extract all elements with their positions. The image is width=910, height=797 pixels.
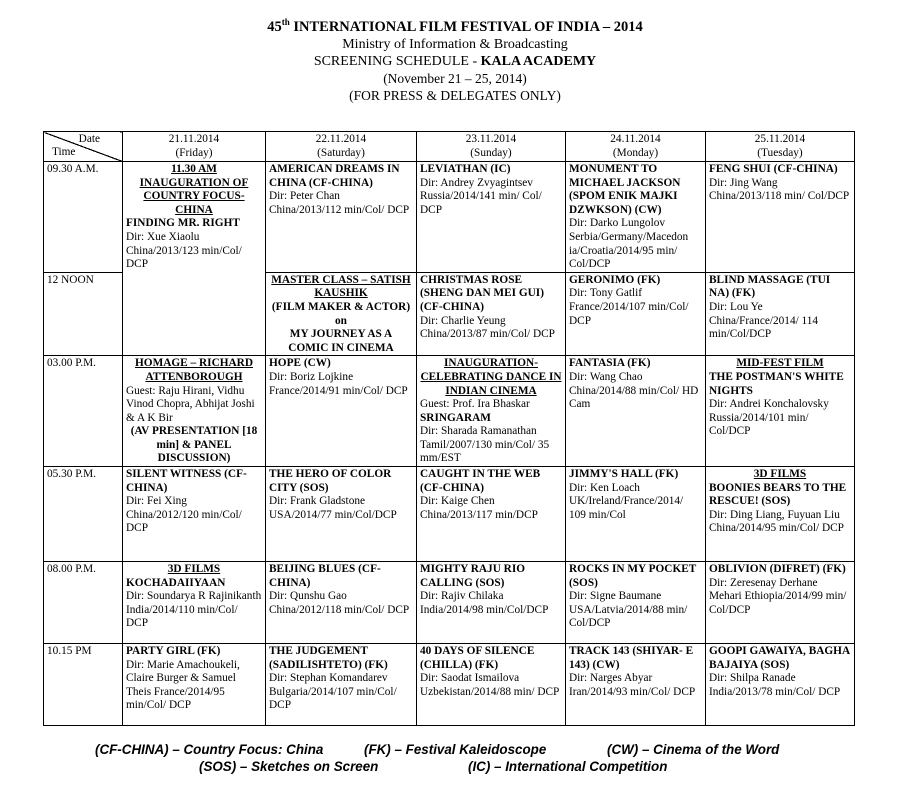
schedule-row [44,162,855,273]
screening-cell: HOPE (CW) Dir: Boriz Lojkine France/2014/91 min/Col/ DCP [266,356,417,467]
festival-dates: (November 21 – 25, 2014) [383,70,527,86]
screening-cell: LEVIATHAN (IC) Dir: Andrey Zvyagintsev Russia/2014/141 min/ Col/ DCP [417,162,566,273]
screening-cell: GOOPI GAWAIYA, BAGHA BAJAIYA (SOS) Dir: Shilpa Ranade India/2013/78 min/Col/ DCP [706,644,855,726]
screening-cell: MIGHTY RAJU RIO CALLING (SOS) Dir: Rajiv Chilaka India/2014/98 min/Col/DCP [417,562,566,644]
screening-cell: AMERICAN DREAMS IN CHINA (CF-CHINA) Dir: Peter Chan China/2013/112 min/Col/ DCP [266,162,417,273]
date-time-corner: Date Time [44,132,123,162]
screening-schedule-table [43,131,855,726]
header-row [44,132,855,162]
legend-ic: (IC) – International Competition [468,759,668,774]
screening-cell: HOMAGE – RICHARD ATTENBOROUGH Guest: Raju Hirani, Vidhu Vinod Chopra, Abhijat Joshi & A K Bir (AV PRESENTATION [18 min] & PANEL DISCUSSION) [123,356,266,467]
day-header: 22.11.2014 (Saturday) [266,132,417,162]
festival-title: 45th INTERNATIONAL FILM FESTIVAL OF INDIA – 2014 [267,17,643,35]
screening-cell: MID-FEST FILM THE POSTMAN'S WHITE NIGHTS Dir: Andrei Konchalovsky Russia/2014/101 min/ Col/DCP [706,356,855,467]
screening-cell: SILENT WITNESS (CF-CHINA) Dir: Fei Xing China/2012/120 min/Col/ DCP [123,467,266,562]
screening-cell: 3D FILMS KOCHADAIIYAAN Dir: Soundarya R Rajinikanth India/2014/110 min/Col/ DCP [123,562,266,644]
screening-cell: ROCKS IN MY POCKET (SOS) Dir: Signe Baumane USA/Latvia/2014/88 min/ Col/DCP [566,562,706,644]
press-note: (FOR PRESS & DELEGATES ONLY) [349,87,561,103]
legend-fk: (FK) – Festival Kaleidoscope [364,742,547,757]
screening-cell: MASTER CLASS – SATISH KAUSHIK (FILM MAKER & ACTOR) on MY JOURNEY AS A COMIC IN CINEMA [266,272,417,356]
legend-cw: (CW) – Cinema of the Word [607,742,780,757]
screening-cell: 11.30 AM INAUGURATION OF COUNTRY FOCUS- CHINA FINDING MR. RIGHT Dir: Xue Xiaolu China/2013/123 min/Col/ DCP [123,162,266,356]
screening-cell: BEIJING BLUES (CF-CHINA) Dir: Qunshu Gao China/2012/118 min/Col/ DCP [266,562,417,644]
screening-cell: CHRISTMAS ROSE (SHENG DAN MEI GUI) (CF-CHINA) Dir: Charlie Yeung China/2013/87 min/Col/ DCP [417,272,566,356]
legend-sos: (SOS) – Sketches on Screen [199,759,379,774]
screening-cell: 40 DAYS OF SILENCE (CHILLA) (FK) Dir: Saodat Ismailova Uzbekistan/2014/88 min/ DCP [417,644,566,726]
document-header [0,14,910,104]
screening-cell: FANTASIA (FK) Dir: Wang Chao China/2014/88 min/Col/ HD Cam [566,356,706,467]
screening-cell: CAUGHT IN THE WEB (CF-CHINA) Dir: Kaige Chen China/2013/117 min/DCP [417,467,566,562]
screening-cell: THE HERO OF COLOR CITY (SOS) Dir: Frank Gladstone USA/2014/77 min/Col/DCP [266,467,417,562]
schedule-row [44,356,855,467]
legend-cf-china: (CF-CHINA) – Country Focus: China [95,742,324,757]
screening-cell: THE JUDGEMENT (SADILISHTETO) (FK) Dir: Stephan Komandarev Bulgaria/2014/107 min/Col/ DCP [266,644,417,726]
schedule-row [44,562,855,644]
schedule-row [44,644,855,726]
schedule-title: SCREENING SCHEDULE - KALA ACADEMY [313,53,597,69]
ministry-line: Ministry of Information & Broadcasting [342,36,568,52]
screening-cell: 3D FILMS BOONIES BEARS TO THE RESCUE! (SOS) Dir: Ding Liang, Fuyuan Liu China/2014/95 min/Col/ DCP [706,467,855,562]
screening-cell: FENG SHUI (CF-CHINA) Dir: Jing Wang China/2013/118 min/ Col/DCP [706,162,855,273]
time-slot: 10.15 PM [44,644,123,726]
screening-cell: INAUGURATION- CELEBRATING DANCE IN INDIAN CINEMA Guest: Prof. Ira Bhaskar SRINGARAM Dir: Sharada Ramanathan Tamil/2007/130 min/Col/ 35 mm/EST [417,356,566,467]
time-slot: 09.30 A.M. [44,162,123,273]
schedule-row [44,467,855,562]
screening-cell: BLIND MASSAGE (TUI NA) (FK) Dir: Lou Ye China/France/2014/ 114 min/Col/DCP [706,272,855,356]
day-header: 25.11.2014 (Tuesday) [706,132,855,162]
screening-cell: TRACK 143 (SHIYAR- E 143) (CW) Dir: Narges Abyar Iran/2014/93 min/Col/ DCP [566,644,706,726]
day-header: 23.11.2014 (Sunday) [417,132,566,162]
time-slot: 03.00 P.M. [44,356,123,467]
day-header: 24.11.2014 (Monday) [566,132,706,162]
screening-cell: PARTY GIRL (FK) Dir: Marie Amachoukeli, Claire Burger & Samuel Theis France/2014/95 min/Col/ DCP [123,644,266,726]
screening-cell: GERONIMO (FK) Dir: Tony Gatlif France/2014/107 min/Col/ DCP [566,272,706,356]
time-slot: 05.30 P.M. [44,467,123,562]
screening-cell: OBLIVION (DIFRET) (FK) Dir: Zeresenay Derhane Mehari Ethiopia/2014/99 min/ Col/DCP [706,562,855,644]
screening-cell: JIMMY'S HALL (FK) Dir: Ken Loach UK/Ireland/France/2014/ 109 min/Col [566,467,706,562]
screening-cell: MONUMENT TO MICHAEL JACKSON (SPOM ENIK MAJKI DZWKSON) (CW) Dir: Darko Lungolov Serbia/Germany/Macedon ia/Croatia/2014/95 min/ Col/DCP [566,162,706,273]
day-header: 21.11.2014 (Friday) [123,132,266,162]
time-slot: 12 NOON [44,272,123,356]
time-slot: 08.00 P.M. [44,562,123,644]
